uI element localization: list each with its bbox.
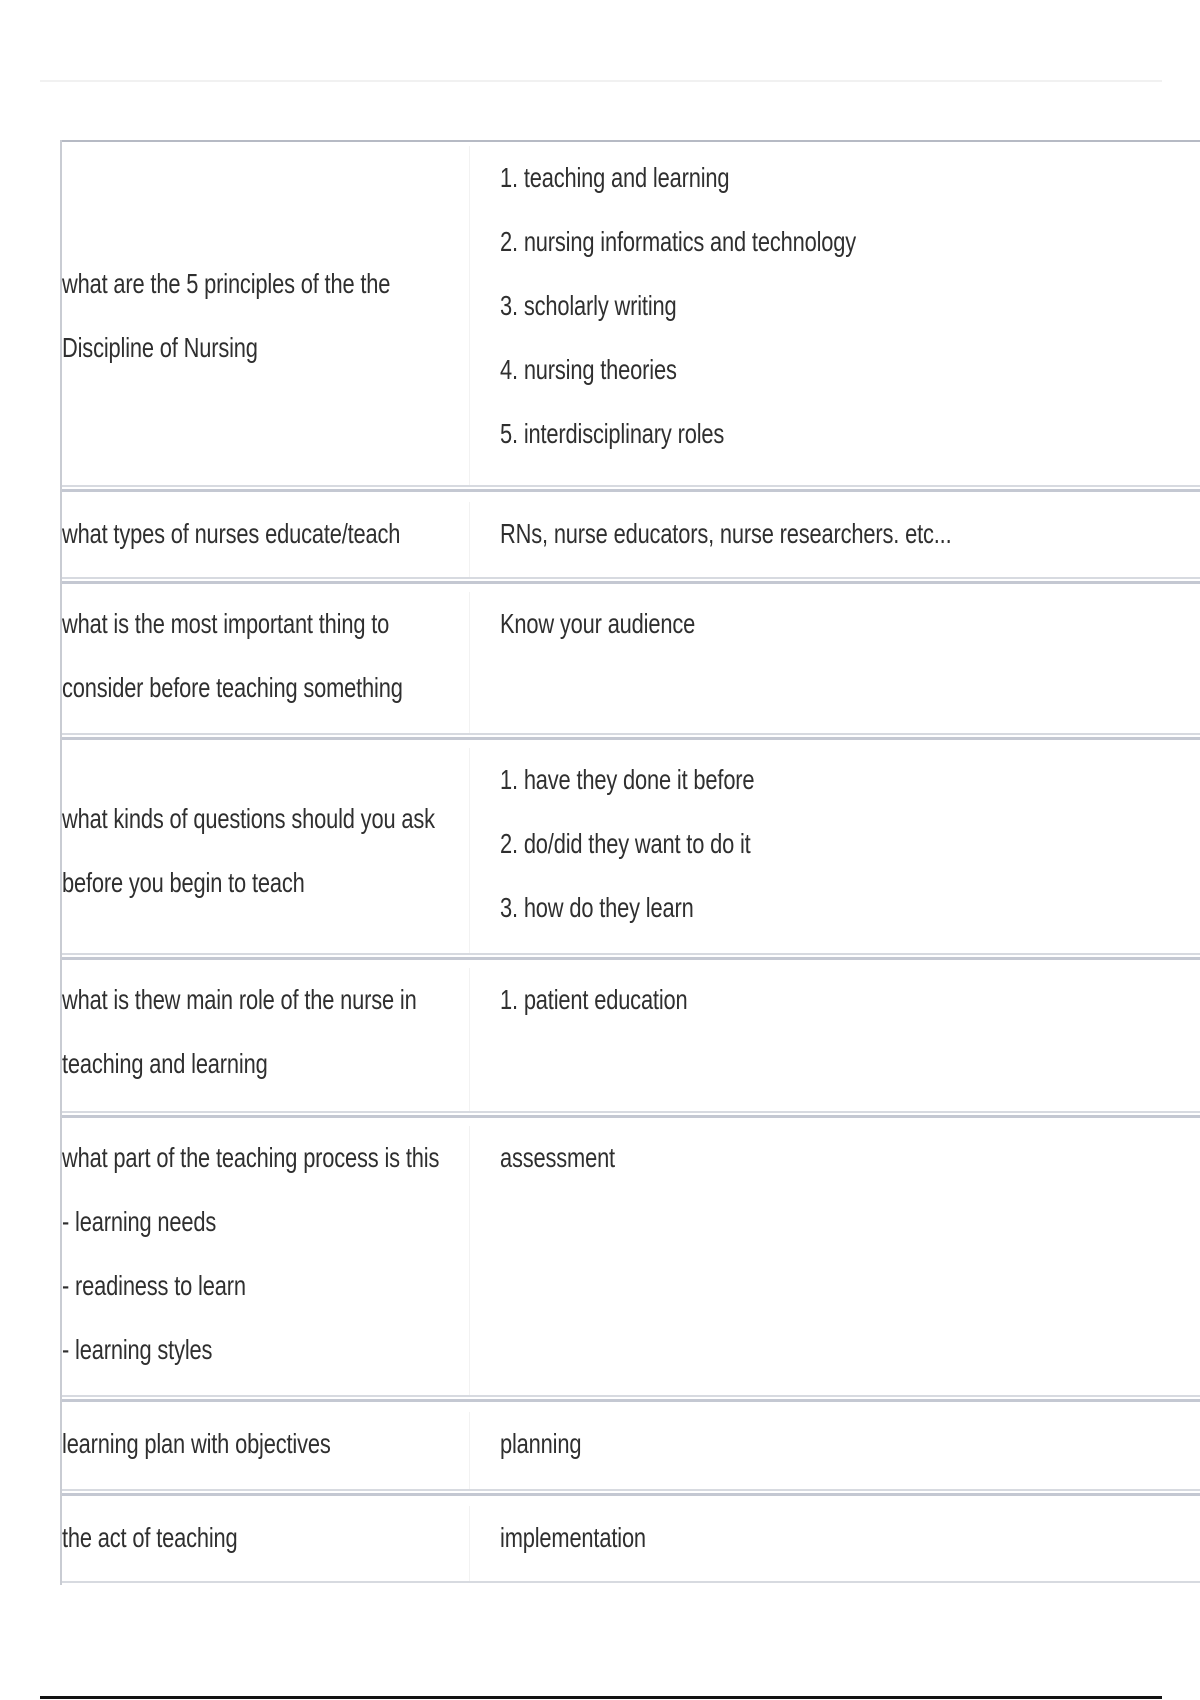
term-cell bbox=[62, 146, 470, 485]
definition-text: assessment bbox=[500, 1142, 615, 1173]
term-cell bbox=[62, 1126, 470, 1395]
term-text: - learning needs bbox=[62, 1206, 217, 1237]
table-row bbox=[62, 581, 1200, 735]
definition-text: 2. do/did they want to do it bbox=[500, 828, 751, 859]
term-text: consider before teaching something bbox=[62, 672, 403, 703]
table-row bbox=[62, 489, 1200, 579]
term-text: - learning styles bbox=[62, 1334, 213, 1365]
table-row bbox=[62, 737, 1200, 955]
definition-cell bbox=[470, 146, 1200, 485]
definition-text: 4. nursing theories bbox=[500, 354, 677, 385]
table-row bbox=[62, 140, 1200, 487]
term-text: - readiness to learn bbox=[62, 1270, 246, 1301]
definition-cell bbox=[470, 968, 1200, 1111]
top-divider bbox=[40, 80, 1162, 82]
definition-cell bbox=[470, 1412, 1200, 1489]
table-row bbox=[62, 1493, 1200, 1583]
bottom-divider bbox=[40, 1696, 1162, 1699]
table-row bbox=[62, 957, 1200, 1113]
term-cell bbox=[62, 502, 470, 577]
term-text: what part of the teaching process is this bbox=[62, 1142, 440, 1173]
definition-text: Know your audience bbox=[500, 608, 696, 639]
table-row bbox=[62, 1115, 1200, 1397]
term-text: what is the most important thing to bbox=[62, 608, 390, 639]
definition-text: 3. scholarly writing bbox=[500, 290, 677, 321]
definition-cell bbox=[470, 592, 1200, 733]
definition-text: 1. teaching and learning bbox=[500, 162, 730, 193]
definition-text: 5. interdisciplinary roles bbox=[500, 418, 725, 449]
term-cell bbox=[62, 592, 470, 733]
flashcard-table bbox=[60, 140, 1200, 1585]
definition-text: implementation bbox=[500, 1522, 646, 1553]
definition-text: 1. patient education bbox=[500, 984, 688, 1015]
term-text: the act of teaching bbox=[62, 1522, 238, 1553]
term-text: what kinds of questions should you ask bbox=[62, 802, 435, 834]
definition-cell bbox=[470, 502, 1200, 577]
table-row bbox=[62, 1399, 1200, 1491]
term-cell bbox=[62, 1506, 470, 1581]
term-text: Discipline of Nursing bbox=[62, 331, 258, 363]
term-text: what types of nurses educate/teach bbox=[62, 518, 401, 549]
term-cell bbox=[62, 968, 470, 1111]
definition-text: 1. have they done it before bbox=[500, 764, 755, 795]
definition-cell bbox=[470, 748, 1200, 953]
definition-cell bbox=[470, 1506, 1200, 1581]
term-cell bbox=[62, 1412, 470, 1489]
term-text: teaching and learning bbox=[62, 1048, 268, 1079]
definition-text: planning bbox=[500, 1428, 582, 1459]
term-cell bbox=[62, 748, 470, 953]
definition-text: 3. how do they learn bbox=[500, 892, 694, 923]
definition-text: RNs, nurse educators, nurse researchers. etc... bbox=[500, 518, 952, 549]
definition-cell bbox=[470, 1126, 1200, 1395]
term-text: before you begin to teach bbox=[62, 866, 305, 898]
definition-text: 2. nursing informatics and technology bbox=[500, 226, 857, 257]
term-text: what are the 5 principles of the the bbox=[62, 267, 391, 299]
term-text: what is thew main role of the nurse in bbox=[62, 984, 417, 1015]
term-text: learning plan with objectives bbox=[62, 1428, 331, 1459]
